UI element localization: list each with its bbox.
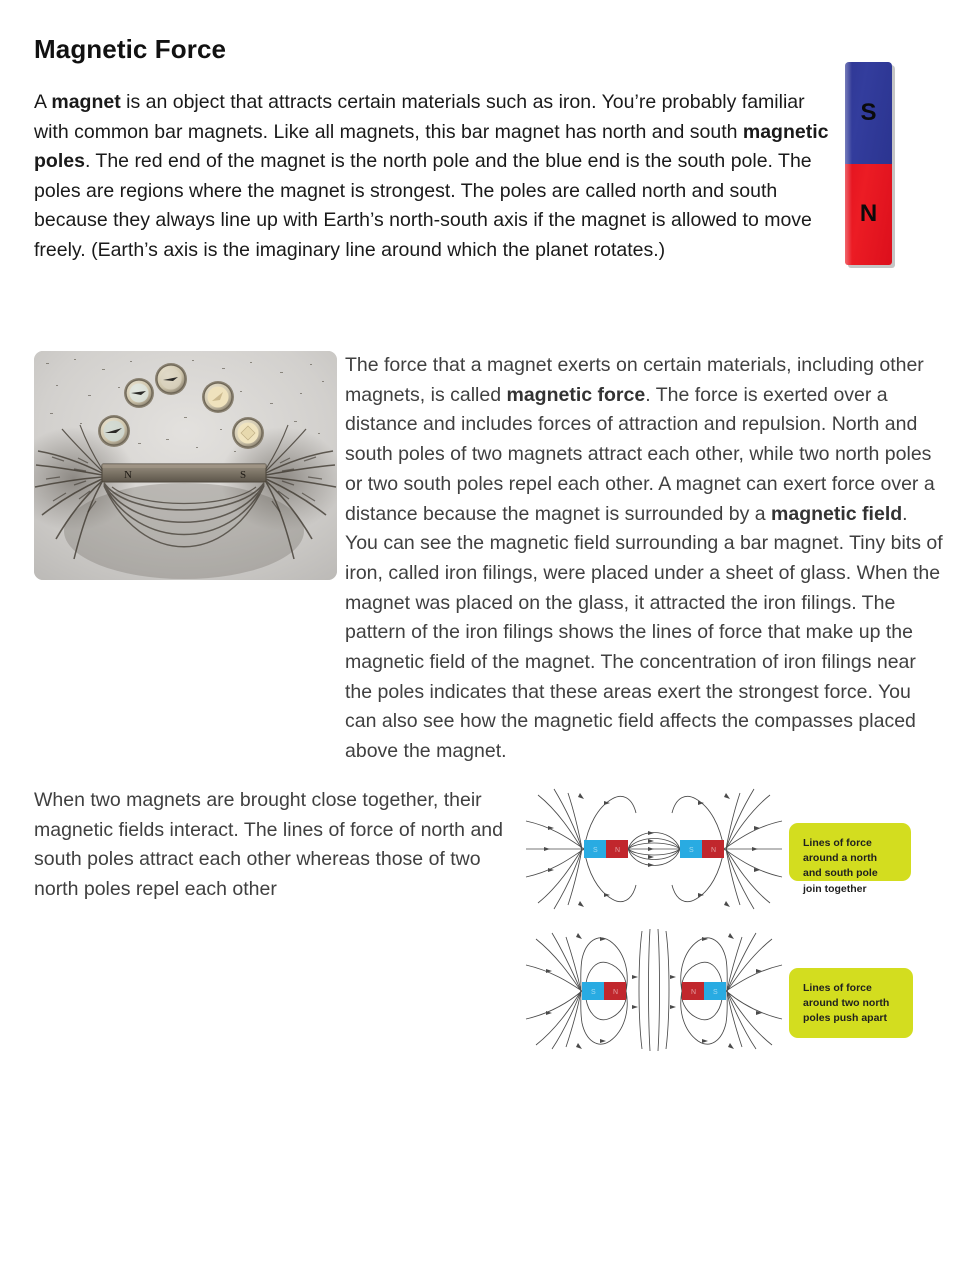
svg-text:S: S [591,989,596,996]
svg-text:S: S [713,989,718,996]
intro-paragraph [34,88,834,266]
magnetic-force-paragraph-block [34,351,945,767]
svg-text:S: S [593,847,598,854]
intro-text-1: A [34,91,52,113]
intro-paragraph-block [34,88,834,266]
force-bold-magnetic-field: magnetic field [771,502,903,525]
repulsion-right-magnet [682,982,726,1000]
force-text-continuation: placed under a sheet of glass. When the magnet was placed on the glass, it attracted the iron filings. The pattern of the iron filings shows the lines of force that make up the magnetic field of the magnet. The concentration of iron filings near the poles indicates that these areas exert the strongest force. You can also see how the magnetic field affects the compasses placed above the magnet. [345,561,941,763]
force-text-1: The force that a magnet exerts on certain materials, including other magnets, is called [345,354,924,406]
bar-magnet-illustration [841,58,901,270]
intro-bold-magnet: magnet [51,91,121,113]
svg-text:N: N [615,847,621,854]
bar-magnet-north-label: N [859,200,878,228]
attraction-left-magnet [584,840,628,858]
intro-text-2: is an object that attracts certain materials such as iron. You’re probably familiar with common bar magnets. Like all magnets, this bar magnet has north and south [34,91,805,143]
force-bold-magnetic-force: magnetic force [506,383,646,406]
bar-magnet-south-label: S [860,98,877,126]
bar-magnet-north-half [845,164,892,266]
two-magnets-paragraph: When two magnets are brought close together, their magnetic fields interact. The lines of force of north and south poles attract each other whereas those of two north poles repel each other [34,789,503,901]
svg-text:S: S [689,847,694,854]
repulsion-caption: Lines of force around two north poles push apart [789,968,913,1038]
attraction-field-diagram [524,783,944,915]
intro-text-3: . The red end of the magnet is the north pole and the blue end is the south pole. The poles are regions where the magnet is strongest. The poles are called north and south because they always line up with Earth’s north-south axis if the magnet is allowed to move freely. (Earth’s axis is the imaginary line around which the planet rotates.) [34,150,812,261]
force-text-2: . The force is exerted over a distance and includes forces of attraction and repulsion. North and south poles of two magnets attract each other, while two north poles or two south poles repel each other. A magnet can exert force over a distance because the magnet is surrounded by a [345,383,935,525]
repulsion-diagram-canvas [524,925,784,1053]
svg-text:N: N [691,989,697,996]
page-title: Magnetic Force [34,34,227,64]
force-text-3: . You can see the magnetic field surrounding a bar magnet. Tiny bits of iron, called iron filings, were [345,502,943,584]
bar-magnet-south-half [845,62,892,164]
intro-bold-magnetic-poles: magnetic poles [34,120,829,173]
bar-magnet-body [845,62,892,265]
svg-text:S: S [240,469,247,481]
svg-text:N: N [124,469,132,481]
attraction-diagram-canvas [524,783,784,915]
svg-text:N: N [613,989,619,996]
repulsion-field-diagram [524,925,944,1053]
attraction-caption: Lines of force around a north and south pole join together [789,823,911,881]
attraction-right-magnet [680,840,724,858]
svg-text:N: N [711,847,717,854]
photo-float-spacer [34,351,337,587]
repulsion-left-magnet [582,982,626,1000]
